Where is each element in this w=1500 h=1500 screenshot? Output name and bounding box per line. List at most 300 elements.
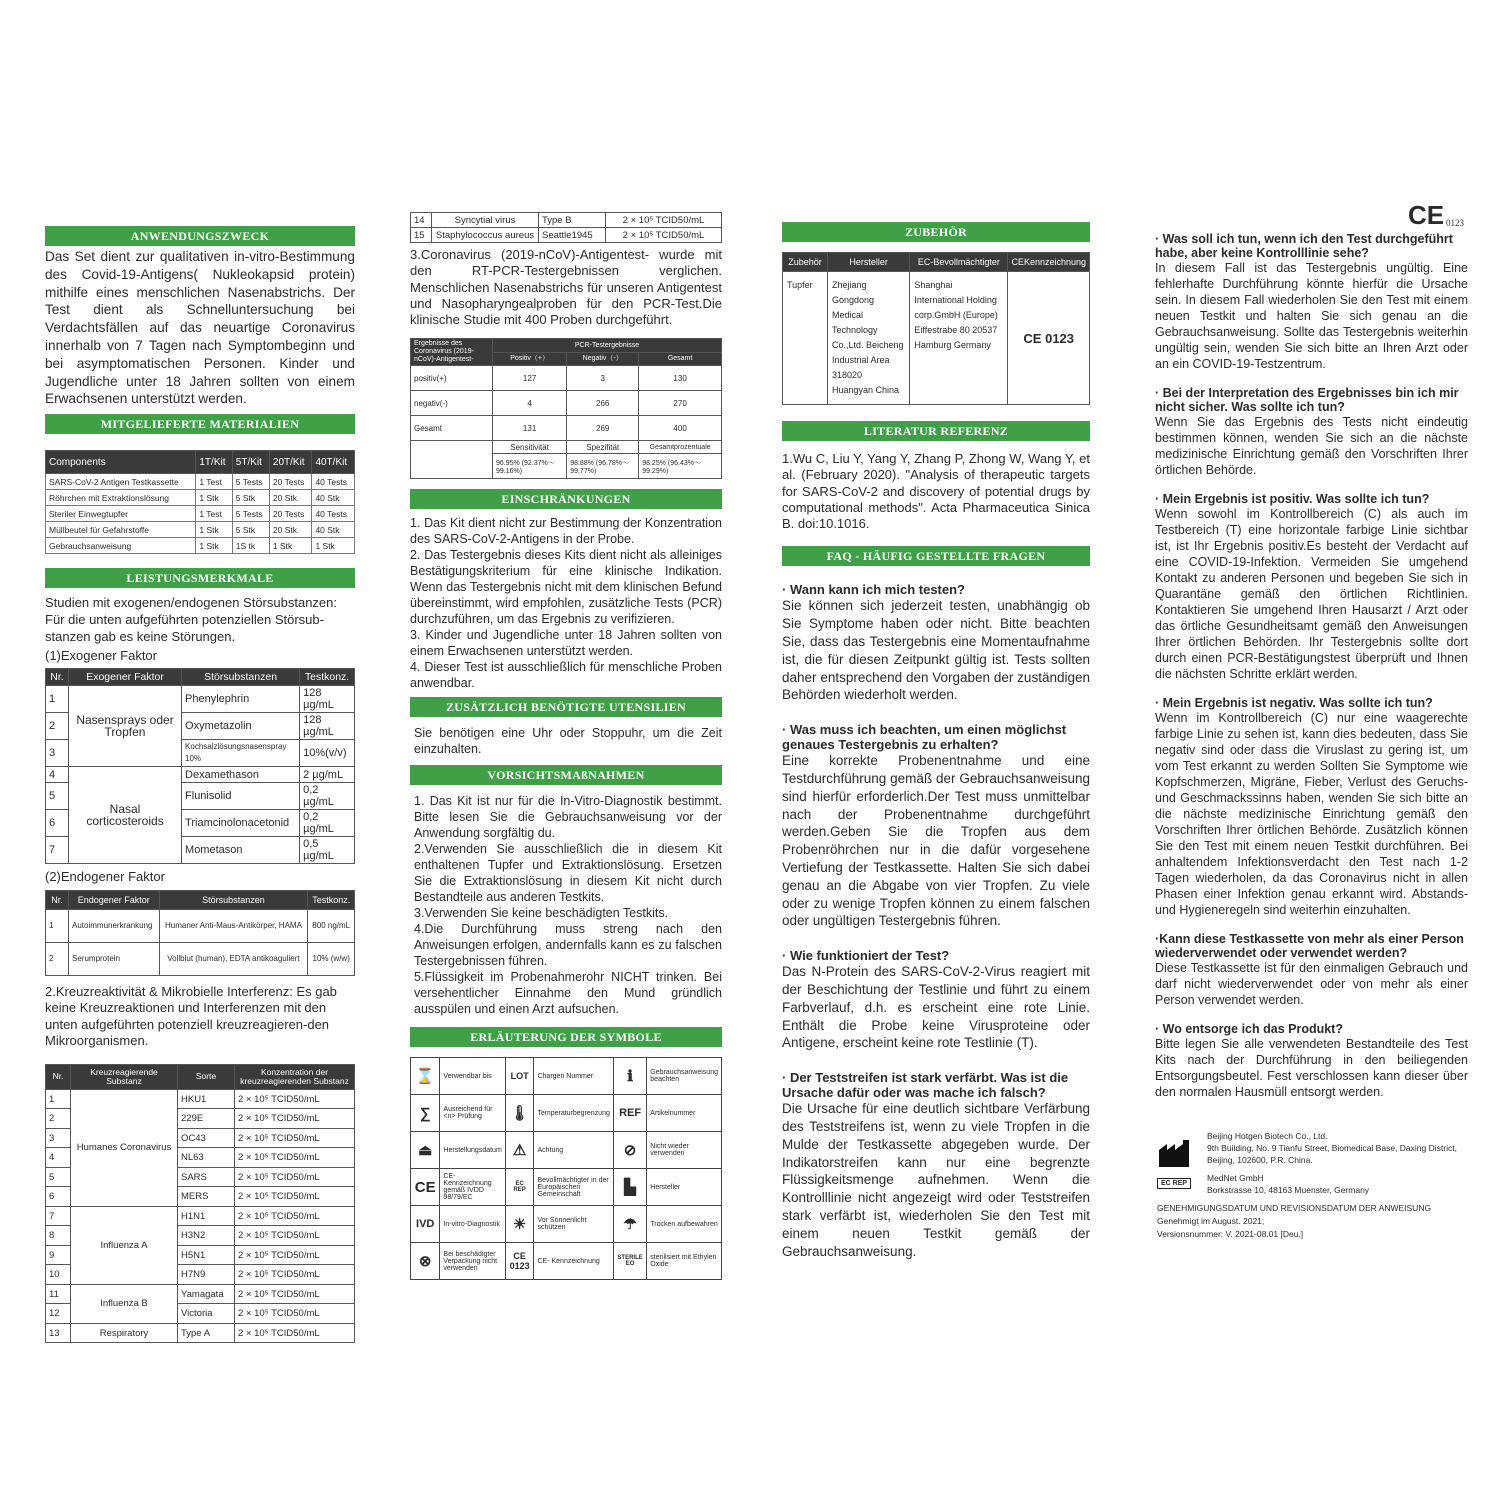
cell: Chargen Nummer [534,1058,613,1095]
cell: 0,2 µg/mL [300,810,355,837]
literatur-text: 1.Wu C, Liu Y, Yang Y, Zhang P, Zhong W, Wang Y, et al. (February 2020). "Analysis of therapeutic targets for SARS-CoV-2 and discovery of potential drugs by computational methods". Acta Pharmaceutica Sinica B. doi:10.1016. [782,451,1090,532]
cell: Nicht wieder verwenden [647,1132,722,1169]
faq-question: · Wann kann ich mich testen? [782,582,965,598]
cell: Dexamethason [182,767,300,783]
group-cell: Nasensprays oder Tropfen [69,686,182,767]
faq-question: · Wie funktioniert der Test? [782,948,950,964]
table-row [411,441,722,454]
cell: 5 Stk [232,490,269,506]
pcr-table [410,338,722,479]
cell: Shanghai International Holding corp.GmbH (Europe) Eiffestrabe 80 20537 Hamburg Germany [910,272,1008,405]
section-header-leistungsmerkmale: LEISTUNGSMERKMALE [45,568,355,588]
table-row [411,228,722,243]
cell: 400 [639,416,722,441]
faq-answer: Diese Testkassette ist für den einmaligen Gebrauch und darf nicht wiederverwendet oder von mehr als einer Person verwendet werden. [1155,961,1468,1007]
table-header-row [411,339,722,353]
approval-date: Genehmigt im August. 2021; [1157,1216,1265,1226]
cell: 128 µg/mL [300,686,355,713]
cell: Phenylephrin [182,686,300,713]
cell: 1 Stk [196,522,232,538]
section-header-anwendungszweck: ANWENDUNGSZWECK [45,226,355,246]
cell: 3 [46,740,69,767]
ce-mark-icon: CE [411,1169,440,1206]
manufacturer-icon [1157,1138,1195,1168]
header-cell: Nr. [46,1064,71,1089]
cell: Zhejiang Gongdong Medical Technology Co.,Ltd. Beicheng Industrial Area 318020 Huangyan China [828,272,910,405]
cell: 6 [46,1187,71,1207]
cell: 15 [411,228,432,243]
column-1 [45,212,355,1343]
ce-mark-icon: CE [1408,200,1445,230]
cell: 10 [46,1265,71,1285]
table-row [411,1206,722,1243]
cell: Verwendbar bis [440,1058,505,1095]
cell: H1N1 [178,1206,235,1226]
header-cell: Hersteller [828,253,910,272]
cell: 2 × 10⁵ TCID50/mL [606,213,722,228]
faq-answer: Die Ursache für eine deutlich sichtbare Verfärbung des Teststreifens ist, wenn zu viele Tropfen in die Mulde der Testkassette abgegeben wurde. Der Indikatorstreifen kann nur eine begrenzte Flüssigkeitsmenge aufnehmen. Wenn die Kontrolllinie nicht angezeigt wird oder Teststreifen stark verfärbt ist, wiederholen Sie den Test mit einem neuen Testkit gemäß der Gebrauchsanweisung. [782,1101,1090,1259]
cell: 9 [46,1245,71,1265]
cell: 2 × 10⁵ TCID50/mL [606,228,722,243]
cell: sterilisiert mit Ethylen Oxide [647,1243,722,1280]
cell: CE- Kennzeichnung [534,1243,613,1280]
umbrella-icon: ☂ [613,1206,646,1243]
table-row [46,538,355,554]
cell: 2 × 10⁵ TCID50/mL [235,1226,355,1246]
cell: 1 [46,686,69,713]
cell: 1 [46,1089,71,1109]
cell: 0,5 µg/mL [300,837,355,864]
cell: 130 [639,366,722,391]
cell: Bevollmächtigter in der Europäischen Gemeinschaft [534,1169,613,1206]
header-cell: 40T/Kit [312,451,355,474]
table-row [411,1243,722,1280]
header-cell: Konzentration der kreuzreagierenden Substanz [235,1064,355,1089]
endogen-title: (2)Endogener Faktor [45,869,165,885]
list-item: 4.Die Durchführung muss streng nach den Anweisungen erfolgen, andernfalls kann es zu falschen Testergebnissen führen. [414,922,722,969]
cell: 5 Stk [232,522,269,538]
manufacturer-address: 9th Building, No. 9 Tianfu Street, Biomedical Base, Daxing District, Beijing, 102600, P.R. China. [1207,1143,1457,1165]
section-header-symbole: ERLÄUTERUNG DER SYMBOLE [410,1027,722,1047]
faq-question: · Was soll ich tun, wenn ich den Test durchgeführt habe, aber keine Kontrolllinie sehe? [1155,232,1453,260]
cell: 20 Stk [269,490,312,506]
thermometer-icon: 🌡 [505,1095,534,1132]
table-header-row [783,253,1090,272]
header-cell: Exogener Faktor [69,669,182,686]
header-cell: Zubehör [783,253,828,272]
warning-icon: ⚠ [505,1132,534,1169]
table-row [46,1089,355,1109]
symbols-table [410,1057,722,1280]
list-item: 5.Flüssigkeit im Probenahmerohr NICHT trinken. Bei versehentlicher Einnahme den Mund gründlich ausspülen und einen Arzt aufsuchen. [414,970,722,1017]
cell: 131 [493,416,567,441]
list-item: 4. Dieser Test ist ausschließlich für menschliche Proben anwendbar. [410,660,722,691]
header-cell: Ergebnisse des Coronavirus (2019-nCoV)-Antigentest- [411,339,493,366]
cell: 1 Test [196,474,232,490]
cell: 11 [46,1284,71,1304]
cell: Achtung [534,1132,613,1169]
cell: Herstellungsdatum [440,1132,505,1169]
header-cell: 20T/Kit [269,451,312,474]
table-header-row [46,669,355,686]
kreuz-table [45,1064,355,1344]
cell: H7N9 [178,1265,235,1285]
cell: Bei beschädigter Verpackung nicht verwenden [440,1243,505,1280]
exogen-title: (1)Exogener Faktor [45,648,157,664]
section-header-vorsicht: VORSICHTSMAßNAHMEN [410,765,722,785]
cell: 3 [567,366,639,391]
table-row [411,1095,722,1132]
table-row [46,942,355,975]
cell: 1 Stk [269,538,312,554]
cell: 800 ng/mL [308,909,355,942]
cell: 269 [567,416,639,441]
faq-answer: In diesem Fall ist das Testergebnis ungültig. Eine fehlerhafte Durchführung könnte hierfür die Ursache sein. In diesem Fall wiederholen Sie den Test mit einem neuen Testkit und halten Sie sich genau an die Gebrauchsanweisung. Sollte das Testergebnis weiterhin ungültig sein, wenden Sie sich bitte an Ihren Arzt oder an ein COVID-19-Testzentrum. [1155,261,1468,371]
table-header-row [46,451,355,474]
cell: 98.88% (96.78%～99.77%) [567,454,639,479]
faq-question: · Mein Ergebnis ist negativ. Was sollte ich tun? [1155,696,1433,710]
sun-icon: ☀ [505,1206,534,1243]
cell: Seattle1945 [539,228,606,243]
cell: 2 × 10⁵ TCID50/mL [235,1167,355,1187]
cell: 7 [46,1206,71,1226]
materials-table [45,450,355,554]
column-3 [782,212,1090,1260]
cell: 2 [46,1109,71,1129]
cell: 2 [46,942,69,975]
cell: 128 µg/mL [300,713,355,740]
cell: 1 Stk [196,490,232,506]
ec-rep-info [1207,1172,1369,1196]
header-cell: Nr. [46,890,69,909]
table-row [46,686,355,713]
cell: 98.25% (96.43%～99.29%) [639,454,722,479]
faq-question: · Der Teststreifen ist stark verfärbt. Was ist die Ursache dafür oder was mache ich falsch? [782,1070,1069,1101]
cell: Müllbeutel für Gefahrstoffe [46,522,196,538]
faq-answer: Wenn sowohl im Kontrollbereich (C) als auch im Testbereich (T) eine horizontale farbige Linie sichtbar ist, ist Ihr Ergebnis positiv.Es besteht der Verdacht auf eine COVID-19-Infektion. Vermeiden Sie umgehend Kontakt zu anderen Personen und begeben Sie sich in Quarantäne gemäß den örtlichen Richtlinien. Kontaktieren Sie umgehend Ihren Hausarzt / Arzt oder das örtliche Gesundheitsamt gemäß den Anweisungen Ihrer örtlichen Behörden. Ihr Testergebnis sollte dort durch einen PCR-Bestätigungstest überprüft und Ihnen die nächsten Schritte erklärt werden. [1155,507,1468,681]
cell: 20 Stk [269,522,312,538]
header-cell: CEKennzeichnung [1008,253,1090,272]
utensilien-text: Sie benötigen eine Uhr oder Stoppuhr, um die Zeit einzuhalten. [414,726,722,757]
endogen-table [45,890,355,976]
sigma-icon: ∑ [411,1095,440,1132]
header-cell: Sorte [178,1064,235,1089]
exogen-table [45,668,355,864]
faq-question: · Bei der Interpretation des Ergebnisses bin ich mir nicht sicher. Was sollte ich tun? [1155,386,1459,414]
cell: H5N1 [178,1245,235,1265]
ce-0123-icon: CE 0123 [505,1243,534,1280]
faq-question: · Mein Ergebnis ist positiv. Was sollte ich tun? [1155,492,1430,506]
header-cell: Gesamt [639,352,722,366]
cell: Staphylococcus aureus [432,228,539,243]
cell: SARS-CoV-2 Antigen Testkassette [46,474,196,490]
table-row [783,272,1090,405]
cell: 20 Tests [269,506,312,522]
cell: Artikelnummer [647,1095,722,1132]
cell: 2 × 10⁵ TCID50/mL [235,1089,355,1109]
table-row [411,213,722,228]
faq-answer: Wenn im Kontrollbereich (C) nur eine waagerechte farbige Linie zu sehen ist, kann dies bedeuten, dass Sie negativ sind oder dass die Viruslast zu gering ist, um vom Test erkannt zu werden Sollten Sie Symptome wie Kopfschmerzen, Migräne, Fieber, Verlust des Geruchs- und Geschmackssinns haben, wenden Sie sich bitte an die nächste medizinische Einrichtung gemäß den Vorschriften Ihrer örtlichen Behörde. Zusätzlich können Sie den Test mit einem neuen Testkit durchführen. Bei anhaltendem Infektionsverdacht den Test nach 1-2 Tagen wiederholen, da das Coronavirus nicht in allen Phasen einer Infektion genau erkannt wird. Abstands- und Hygieneregeln sind weiterhin einzuhalten. [1155,711,1468,917]
cell: Type B [539,213,606,228]
cell: 2 × 10⁵ TCID50/mL [235,1304,355,1324]
manufacturer-name: Beijing Hotgen Biotech Co., Ltd. [1207,1131,1328,1141]
cell: 3 [46,1128,71,1148]
ce-mark-icon: CE 0123 [1008,272,1090,405]
cell: negativ(-) [411,391,493,416]
cell: 12 [46,1304,71,1324]
manufacturer-icon: ▙ [613,1169,646,1206]
table-row [46,474,355,490]
cell: Syncytial virus [432,213,539,228]
cell: 2 × 10⁵ TCID50/mL [235,1284,355,1304]
approval-title: GENEHMIGUNGSDATUM UND REVISIONSDATUM DER ANWEISUNG [1157,1203,1432,1213]
cell: 40 Stk [312,522,355,538]
table-row [411,1132,722,1169]
header-cell: Testkonz. [308,890,355,909]
section-header-literatur: LITERATUR REFERENZ [782,421,1090,441]
table-row [46,909,355,942]
cell: 40 Stk [312,490,355,506]
cell: 5 Tests [232,506,269,522]
cell: 8 [46,1226,71,1246]
table-row [46,522,355,538]
vorsicht-list [410,793,722,1017]
header-cell: 5T/Kit [232,451,269,474]
faq-question: · Wo entsorge ich das Produkt? [1155,1022,1343,1036]
cell: 1 Stk [312,538,355,554]
manufacturing-date-icon: ⏏ [411,1132,440,1169]
header-cell: Negativ（-） [567,352,639,366]
cell: 5 Tests [232,474,269,490]
group-cell: Respiratory [71,1323,178,1343]
cell: 2 × 10⁵ TCID50/mL [235,1187,355,1207]
cell: Humaner Anti-Maus-Antikörper, HAMA [159,909,308,942]
cell: Ausreichend für <n> Prüfung [440,1095,505,1132]
header-cell: 1T/Kit [196,451,232,474]
cell: 40 Tests [312,506,355,522]
cell: positiv(+) [411,366,493,391]
cell: Type A [178,1323,235,1343]
header-cell: Components [46,451,196,474]
list-item: 1. Das Kit dient nicht zur Bestimmung der Konzentration des SARS-CoV-2-Antigens in der Probe. [410,516,722,547]
column-4 [1155,232,1468,1250]
version-number: Versionsnummer: V. 2021-08.01 [Deu.] [1157,1229,1304,1239]
cell: 10% (w/w) [308,942,355,975]
section-header-utensilien: ZUSÄTZLICH BENÖTIGTE UTENSILIEN [410,697,722,717]
section-header-materialien: MITGELIEFERTE MATERIALIEN [45,414,355,434]
header-cell: Störsubstanzen [182,669,300,686]
header-cell: PCR-Testergebnisse [493,339,722,353]
cell: 2 µg/mL [300,767,355,783]
cell: Serumprotein [69,942,160,975]
ec-rep-address: Borkstrasse 10, 48163 Muenster, Germany [1207,1185,1370,1195]
ref-icon: REF [613,1095,646,1132]
cell: 14 [411,213,432,228]
cell: 2 × 10⁵ TCID50/mL [235,1148,355,1168]
group-cell: Nasal corticosteroids [69,767,182,864]
manufacturer-block [1155,1130,1468,1250]
cell: Vollblut (human), EDTA antikoaguliert [159,942,308,975]
group-cell: Humanes Coronavirus [71,1089,178,1206]
sterile-eo-icon: STERILE EO [613,1243,646,1280]
cell: 96.95% (92.37%～99.16%) [493,454,567,479]
cell: Kochsalzlösungsnasenspray 10% [182,740,300,767]
faq-answer: Eine korrekte Probenentnahme und eine Testdurchführung gemäß der Gebrauchsanweisung sind hierfür erforderlich.Der Test muss unmittelbar nach der Probenentnahme durchgeführt werden.Geben Sie die Tropfen aus dem Probenröhrchen nur in die dafür vorgesehene Vertiefung der Testkassette. Halten Sie sich dabei genau an die Abgabe von vier Tropfen. Zu viele oder zu wenige Tropfen können zu einem falschen oder ungültigen Testergebnis führen. [782,753,1090,929]
faq-question: · Was muss ich beachten, um einen möglichst genaues Testergebnis zu erhalten? [782,722,1067,753]
zubehoer-table [782,252,1090,405]
table-row [411,366,722,391]
table-row [46,490,355,506]
cell: CE-Kennzeichnung gemäß IVDD 98/79/EC [440,1169,505,1206]
cell: 2 [46,713,69,740]
faq-answer: Bitte legen Sie alle verwendeten Bestandteile des Test Kits nach der Durchführung in den beiliegenden Entsorgungsbeutel. Fest verschlossen kann dieser über den normalen Hausmüll entsorgt werden. [1155,1037,1468,1099]
header-cell: Endogener Faktor [69,890,160,909]
cell: NL63 [178,1148,235,1168]
manufacturer-info [1207,1130,1467,1166]
cell: 1 [46,909,69,942]
cell: 5 [46,783,69,810]
cell: Oxymetazolin [182,713,300,740]
cell: 5 [46,1167,71,1187]
cell: Röhrchen mit Extraktionslösung [46,490,196,506]
ec-rep-icon: EC REP [505,1169,534,1206]
cell: 13 [46,1323,71,1343]
kreuz-table-continued [410,212,722,243]
table-row [46,767,355,783]
cell: HKU1 [178,1089,235,1109]
do-not-reuse-icon: ⊘ [613,1132,646,1169]
cell: 2 × 10⁵ TCID50/mL [235,1109,355,1129]
section-header-einschraenkungen: EINSCHRÄNKUNGEN [410,489,722,509]
cell: 266 [567,391,639,416]
leistung-intro: Studien mit exogenen/endogenen Störsubstanzen: Für die unten aufgeführten potenziellen Störsub-stanzen gab es keine Störungen. [45,595,337,645]
table-row [46,1323,355,1343]
faq-answer: Wenn Sie das Ergebnis des Tests nicht eindeutig bestimmen können, wenden Sie sich an die nächste medizinische Einrichtung gemäß den Vorschriften Ihrer örtlichen Behörde. [1155,415,1468,477]
column-2 [410,212,722,1280]
list-item: 3. Kinder und Jugendliche unter 18 Jahren sollten von einem Erwachsenen unterstützt werden. [410,628,722,659]
cell: SARS [178,1167,235,1187]
einschr-list [410,515,722,691]
list-item: 2. Das Testergebnis dieses Kits dient nicht als alleiniges Bestätigungskriterium für eine klinische Indikation. Wenn das Testergebnis nicht mit dem klinischen Befund übereinstimmt, wird empfohlen, zusätzliche Tests (PCR) durchzuführen, um das Ergebnis zu verifizieren. [410,548,722,627]
cell: Hersteller [647,1169,722,1206]
header-cell: Nr. [46,669,69,686]
cell: 0,2 µg/mL [300,783,355,810]
header-cell: Kreuzreagierende Substanz [71,1064,178,1089]
table-header-row [46,1064,355,1089]
table-row [46,1206,355,1226]
cell: Steriler Einwegtupfer [46,506,196,522]
cell: Temperaturbegrenzung [534,1095,613,1132]
cell: 1 Stk [196,538,232,554]
header-cell: EC-Bevollmächtigter [910,253,1008,272]
cell-empty [411,441,493,479]
table-row [411,391,722,416]
header-cell: Positiv（+） [493,352,567,366]
damaged-package-icon: ⊗ [411,1243,440,1280]
cell: Flunisolid [182,783,300,810]
header-cell: Störsubstanzen [159,890,308,909]
table-row [411,1169,722,1206]
list-item: 3.Verwenden Sie keine beschädigten Testkits. [414,906,669,921]
table-row [46,506,355,522]
cell: 4 [46,767,69,783]
cell: 2 × 10⁵ TCID50/mL [235,1265,355,1285]
kreuz-text: 2.Kreuzreaktivität & Mikrobielle Interferenz: Es gab keine Kreuzreaktionen und Interferenzen mit den unten aufgeführten potenziell kreuzreagieren-den Mikroorganismen. [45,983,337,1049]
cell: 2 × 10⁵ TCID50/mL [235,1245,355,1265]
ec-rep-name: MedNet GmbH [1207,1173,1264,1183]
table-row [411,1058,722,1095]
cell: In-vitro-Diagnostik [440,1206,505,1243]
cell: Mometason [182,837,300,864]
hourglass-icon: ⌛ [411,1058,440,1095]
group-cell: Influenza B [71,1284,178,1323]
section-header-faq: FAQ - HÄUFIG GESTELLTE FRAGEN [782,546,1090,566]
cell: MERS [178,1187,235,1207]
anwendung-text: Das Set dient zur qualitativen in-vitro-Bestimmung des Covid-19-Antigens( Nukleokapsid protein) mithilfe eines menschlichen Nasenabstrichs. Der Test dient als Schnelluntersuchung bei Verdachtsfällen auf das neuartige Coronavirus innerhalb von 7 Tagen nach Symptombeginn und bei asymptomatischen Personen. Kinder und Jugendliche unter 18 Jahren sollten von einem Erwachsenen unterstützt werden. [45,249,355,407]
list-item: 1. Das Kit ist nur für die In-Vitro-Diagnostik bestimmt. Bitte lesen Sie die Gebrauchsanweisung vor der Anwendung sorgfältig du. [414,794,722,841]
ce-number: 0123 [1446,218,1464,228]
section-header-zubehoer: ZUBEHÖR [782,222,1090,242]
cell: 2 × 10⁵ TCID50/mL [235,1323,355,1343]
cell: Victoria [178,1304,235,1324]
cell: 1 Test [196,506,232,522]
cell: Sensitivität [493,441,567,454]
cell: 20 Tests [269,474,312,490]
cell: Gebrauchsanweisung [46,538,196,554]
cell: Autoimmunerkrankung [69,909,160,942]
cell: 4 [493,391,567,416]
cell: 6 [46,810,69,837]
table-row [46,1284,355,1304]
cell: 270 [639,391,722,416]
header-cell: Testkonz. [300,669,355,686]
info-book-icon: ℹ [613,1058,646,1095]
cell: Gesamt [411,416,493,441]
cell: H3N2 [178,1226,235,1246]
cell: Tupfer [783,272,828,405]
cell: 7 [46,837,69,864]
cell: 1S tk [232,538,269,554]
cell: 229E [178,1109,235,1129]
list-item: 2.Verwenden Sie ausschließlich die in diesem Kit enthaltenen Tupfer und Extraktionslösung. Ersetzen Sie die Extraktionslösung in diesem Kit nicht durch Bestandteile aus anderen Testkits. [414,842,722,905]
cell: OC43 [178,1128,235,1148]
approval-info [1157,1202,1431,1241]
cell: 127 [493,366,567,391]
cell: Gesamtprozentuale [639,441,722,454]
ec-rep-icon: EC REP [1157,1178,1191,1189]
studie-text: 3.Coronavirus (2019-nCoV)-Antigentest- wurde mit den RT-PCR-Testergebnissen verglichen. Menschlichen Nasenabstrichs für unseren Antigentest und Nasopharyngealproben für den PCR-Test.Die klinische Studie mit 400 Proben durchgeführt. [410,247,722,328]
cell: 40 Tests [312,474,355,490]
table-row [411,416,722,441]
faq-answer: Sie können sich jederzeit testen, unabhängig ob Sie Symptome haben oder nicht. Bitte beachten Sie, dass das Testergebnis eine Momentaufnahme ist, die für diesen Zeitpunkt gültig ist. Tests sollten daher entsprechend den Vorgaben der zuständigen Behörden wiederholt werden. [782,598,1090,703]
faq-question: ·Kann diese Testkassette von mehr als einer Person wiederverwendet oder verwendet werden? [1155,932,1464,960]
cell: Vor Sonnenlicht schützen [534,1206,613,1243]
faq-answer: Das N-Protein des SARS-CoV-2-Virus reagiert mit der Beschichtung der Testlinie und führt zu einem Farbverlauf, d.h. es erscheint eine rote Linie. Enthält die Probe keine Virusproteine oder Antigene, erscheint keine rote Testlinie (T). [782,964,1090,1051]
table-header-row [46,890,355,909]
cell: 2 × 10⁵ TCID50/mL [235,1206,355,1226]
cell: 2 × 10⁵ TCID50/mL [235,1128,355,1148]
ivd-icon: IVD [411,1206,440,1243]
cell: Spezifität [567,441,639,454]
cell: Yamagata [178,1284,235,1304]
group-cell: Influenza A [71,1206,178,1284]
lot-icon: LOT [505,1058,534,1095]
cell: Gebrauchsanweisung beachten [647,1058,722,1095]
cell: Trocken aufbewahren [647,1206,722,1243]
cell: 10%(v/v) [300,740,355,767]
cell: Triamcinolonacetonid [182,810,300,837]
cell: 4 [46,1148,71,1168]
